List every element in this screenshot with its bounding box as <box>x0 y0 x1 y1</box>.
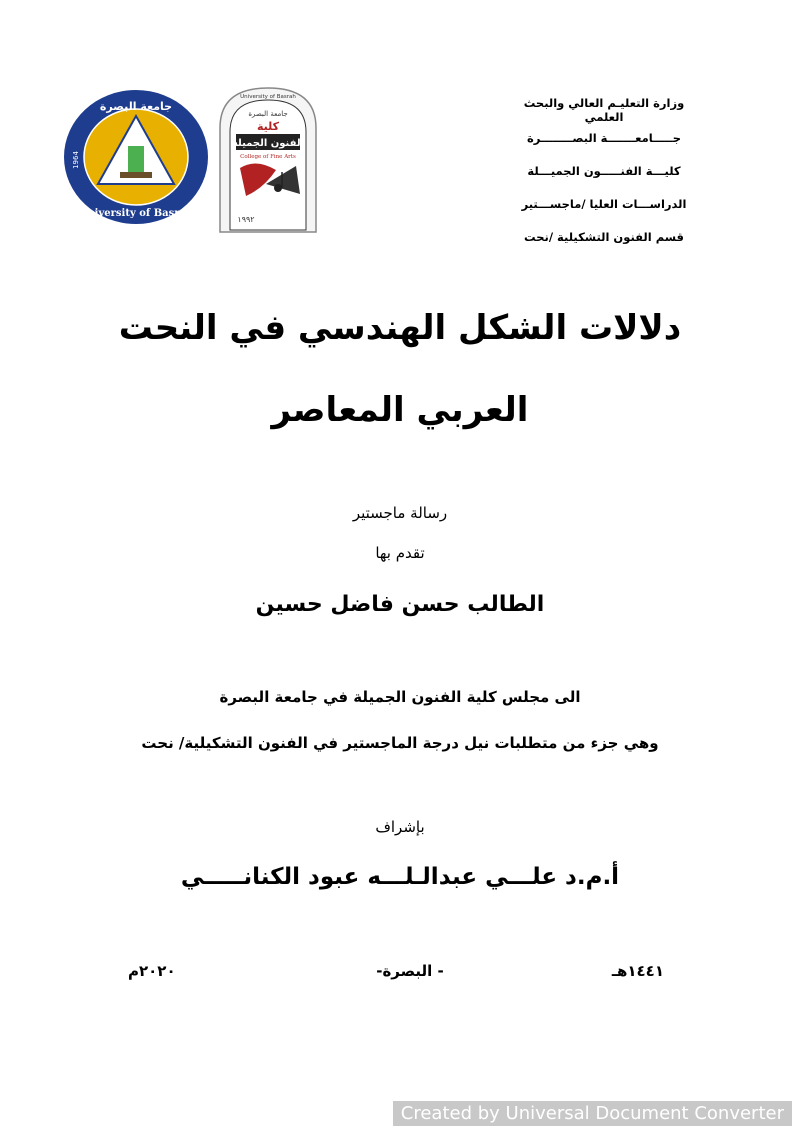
council-line-1: الى مجلس كلية الفنون الجميلة في جامعة البصرة <box>219 688 581 706</box>
logo2-line2: كلية <box>256 120 280 133</box>
submitted-by-label: تقدم بها <box>375 544 425 562</box>
supervisor-name: أ.م.د علـــي عبدالـلـــه عبود الكنانـــــي <box>180 864 620 890</box>
logo-arabic-text: جامعة البصرة <box>99 100 173 113</box>
header-line-2: جـــــامعـــــــة البصــــــــرة <box>526 131 682 145</box>
gregorian-year: ٢٠٢٠م <box>128 962 176 980</box>
header-line-4: الدراســـات العليا /ماجســـتير <box>521 197 687 211</box>
logo-english-text: University of Basrah <box>78 208 194 219</box>
logo-year-text: 1964 <box>72 151 80 169</box>
thesis-title-line-2: العربي المعاصر <box>271 390 529 430</box>
thesis-type: رسالة ماجستير <box>352 504 448 522</box>
thesis-title-line-1: دلالات الشكل الهندسي في النحت <box>118 308 682 348</box>
supervision-label: بإشراف <box>375 818 425 836</box>
hijri-year: ١٤٤١هـ <box>611 962 664 980</box>
logo2-line1: جامعة البصرة <box>248 110 288 118</box>
logo2-line3: الفنون الجميلة <box>231 138 305 149</box>
council-line-2: وهي جزء من متطلبات نيل درجة الماجستير في الفنون التشكيلية/ نحت <box>141 734 659 752</box>
logo2-year: ١٩٩٢ <box>237 215 255 224</box>
header-line-1: وزارة التعليـم العالي والبحث العلمي <box>523 96 685 124</box>
converter-watermark: Created by Universal Document Converter <box>393 1101 792 1126</box>
logo2-english: College of Fine Arts <box>240 154 296 160</box>
header-line-3: كليـــة الفنـــــون الجميـــلة <box>527 164 681 178</box>
logo2-top-text: University of Basrah <box>240 94 296 100</box>
city-name: - البصرة- <box>376 962 444 980</box>
university-of-basrah-logo <box>62 88 210 226</box>
header-line-5: قسم الفنون التشكيلية /نحت <box>524 230 684 244</box>
college-of-fine-arts-logo <box>216 84 320 234</box>
student-name: الطالب حسن فاضل حسين <box>255 592 545 617</box>
